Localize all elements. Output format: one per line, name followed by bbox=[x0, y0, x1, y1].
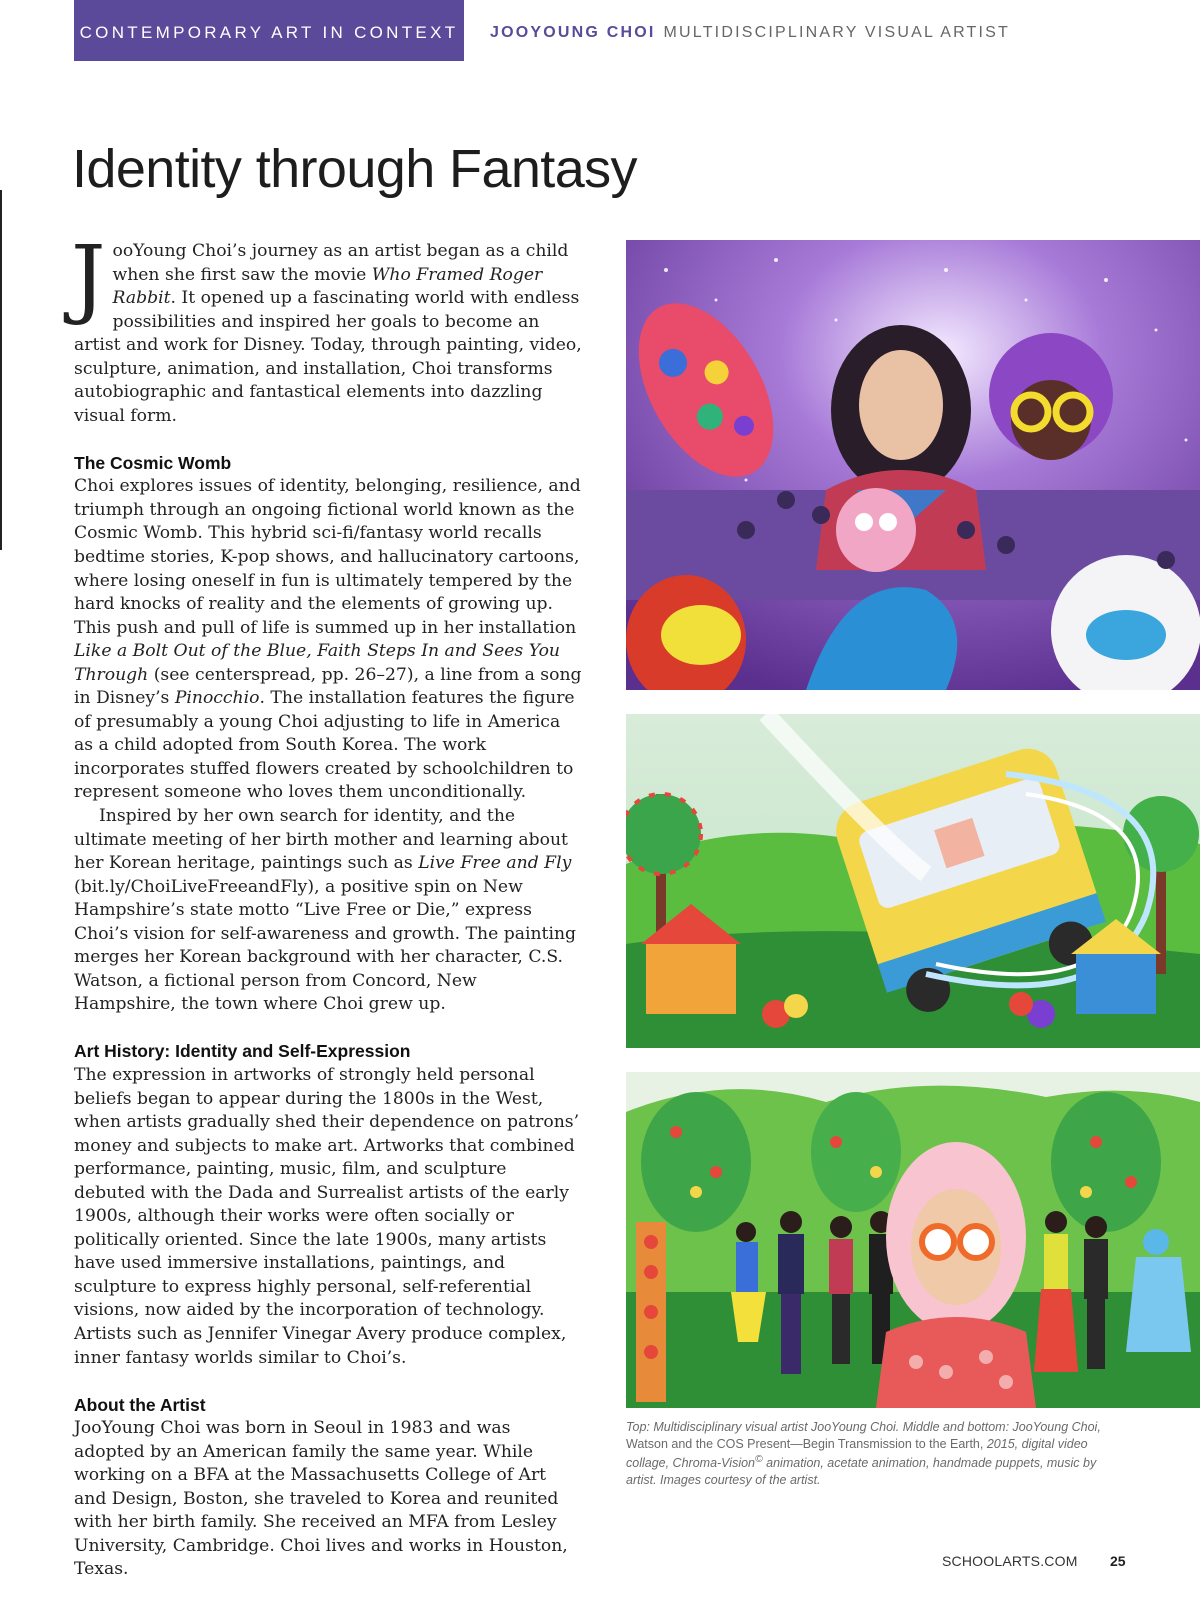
installation-title: Like a Bolt Out of the Blue, Faith Steps In and Sees You Through bbox=[74, 641, 560, 685]
performers-collage-still bbox=[626, 1072, 1200, 1408]
section-heading-cosmic-womb: The Cosmic Womb bbox=[74, 452, 232, 473]
film-title-pinocchio: Pinocchio bbox=[174, 688, 260, 709]
artist-name: JOOYOUNG CHOI bbox=[490, 24, 656, 41]
article-body bbox=[71, 228, 582, 1582]
page-title: Identity through Fantasy bbox=[72, 139, 637, 199]
cosmic-womb-paragraph: Choi explores issues of identity, belonging, resilience, and triumph through an ongoing fictional world known as the Cosmic Womb. This hybrid sci-fi/fantasy world recalls bedtime stories, K-pop shows, and hallucinatory cartoons, where losing oneself in fun is ultimately tempered by the hard knocks of reality and the elements of growing up. This push and pull of life is summed up in her installation Like a Bolt Out of the Blue, Faith Steps In and Sees You Through (see centerspread, pp. 26–27), a line from a song in Disney’s Pinocchio. The installation features the figure of presumably a young Choi adjusting to life in America as a child adopted from South Korea. The work incorporates stuffed flowers created by schoolchildren to represent someone who loves them unconditionally. bbox=[74, 476, 582, 803]
drop-cap: J bbox=[71, 228, 106, 328]
artist-portrait-photo bbox=[626, 240, 1200, 690]
about-artist-paragraph: JooYoung Choi was born in Seoul in 1983 and was adopted by an American family the same year. While working on a BFA at the Massachusetts College of Art and Design, Boston, she traveled to Korea and reunited with her birth family. She received an MFA from Lesley University, Cambridge. Choi lives and works in Houston, Texas. bbox=[74, 1418, 568, 1580]
intro-paragraph: JooYoung Choi’s journey as an artist began as a child when she first saw the movie Who Framed Roger Rabbit. It opened up a fascinating world with endless possibilities and inspired her goals to become an artist and work for Disney. Today, through painting, video, sculpture, animation, and installation, Choi transforms autobiographic and fantastical elements into dazzling visual form. bbox=[71, 228, 582, 426]
artist-role: MULTIDISCIPLINARY VISUAL ARTIST bbox=[663, 24, 1011, 41]
art-history-paragraph: The expression in artworks of strongly held personal beliefs began to appear during the 1800s in the West, when artists gradually shed their dependence on patrons’ money and subjects to make art. Artworks that combined performance, painting, music, film, and sculpture debuted with the Dada and Surrealist artists of the early 1900s, although their works were often socially or politically oriented. Since the late 1900s, many artists have used immersive installations, paintings, and sculpture to express highly personal, self-referential visions, now aided by the incorporation of technology. Artists such as Jennifer Vinegar Avery produce complex, inner fantasy worlds similar to Choi’s. bbox=[74, 1064, 580, 1368]
magazine-url: SCHOOLARTS.COM bbox=[942, 1553, 1078, 1569]
section-heading-art-history: Art History: Identity and Self-Expression bbox=[74, 1041, 411, 1062]
copyright-mark: © bbox=[755, 1454, 763, 1466]
column-header bbox=[490, 0, 1010, 63]
page-edge-rule bbox=[0, 190, 2, 550]
section-heading-about-artist: About the Artist bbox=[74, 1394, 206, 1415]
identity-paragraph: Inspired by her own search for identity, and the ultimate meeting of her birth mother and learning about her Korean heritage, paintings such as Live Free and Fly (bit.ly/ChoiLiveFreeandFly), a positive spin on New Hampshire’s state motto “Live Free or Die,” express Choi’s vision for self-awareness and growth. The painting merges her Korean background with her character, C.S. Watson, a fictional person from Concord, New Hampshire, the town where Choi grew up. bbox=[74, 806, 577, 1015]
artwork-title: Watson and the COS Present—Begin Transmission to the Earth, bbox=[626, 1436, 984, 1451]
painting-title: Live Free and Fly bbox=[418, 853, 572, 874]
film-title: Who Framed Roger Rabbit bbox=[112, 264, 543, 309]
page-number: 25 bbox=[1110, 1553, 1126, 1569]
section-label: CONTEMPORARY ART IN CONTEXT bbox=[74, 0, 464, 61]
bus-collage-still bbox=[626, 714, 1200, 1048]
photo-caption: Top: Multidisciplinary visual artist JooYoung Choi. Middle and bottom: JooYoung Choi, Watson and the COS Present—Begin Transmission to the Earth, 2015, digital video collage, Chroma-Vision© animation, acetate animation, handmade puppets, music by artist. Images courtesy of the artist. bbox=[626, 1420, 1101, 1487]
